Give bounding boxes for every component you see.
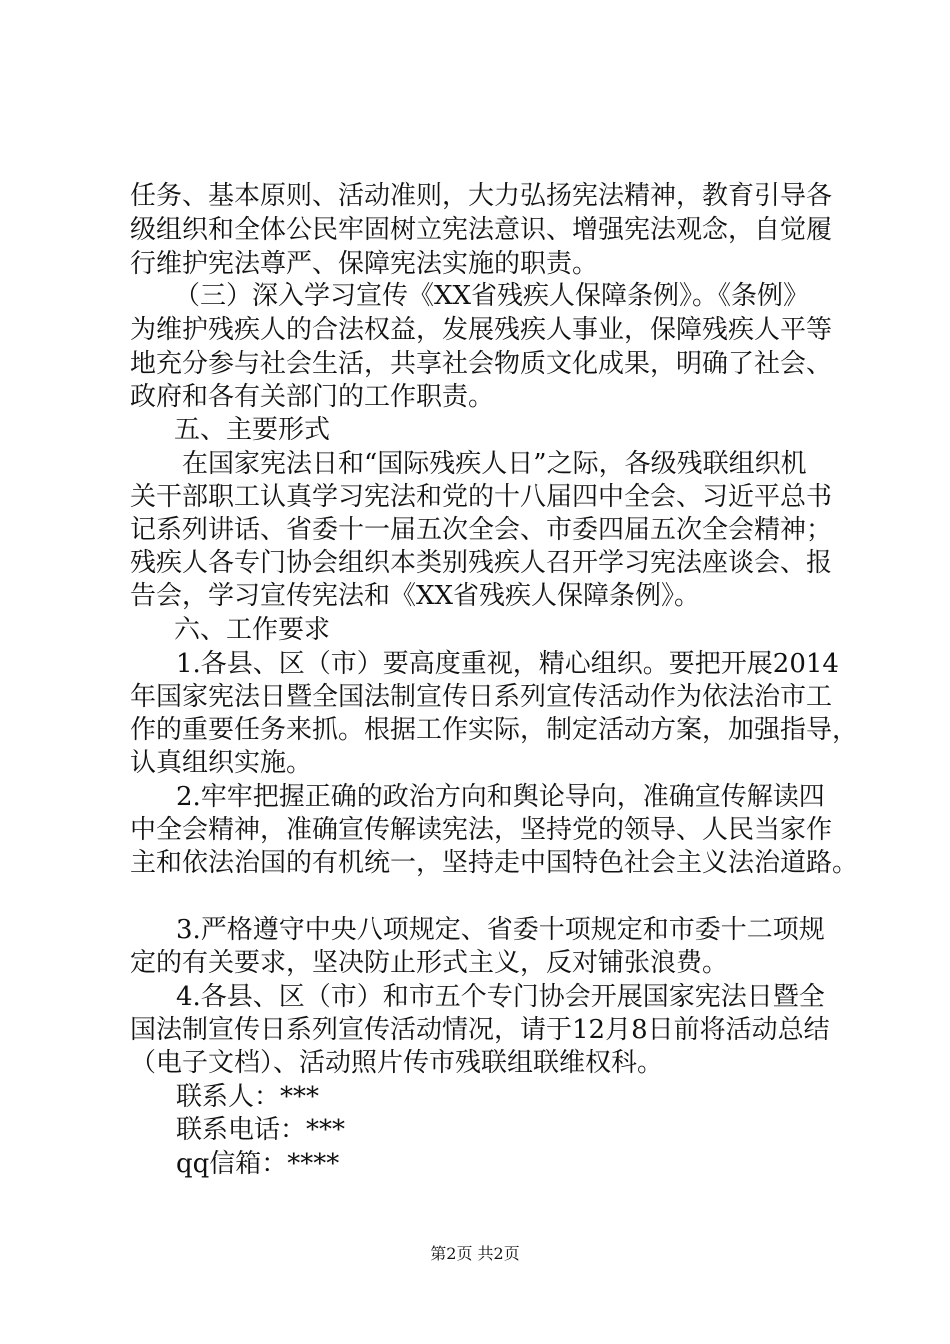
text-line: 中全会精神，准确宣传解读宪法，坚持党的领导、人民当家作 bbox=[130, 815, 833, 845]
text-line: 任务、基本原则、活动准则，大力弘扬宪法精神，教育引导各 bbox=[130, 181, 833, 211]
text-line: 关干部职工认真学习宪法和党的十八届四中全会、习近平总书 bbox=[130, 482, 833, 512]
text-line: 政府和各有关部门的工作职责。 bbox=[130, 382, 495, 412]
text-line: 国法制宣传日系列宣传活动情况，请于12月8日前将活动总结 bbox=[130, 1015, 830, 1045]
text-line: 主和依法治国的有机统一，坚持走中国特色社会主义法治道路。 bbox=[130, 848, 859, 878]
section-heading: 五、主要形式 bbox=[174, 415, 331, 445]
text-line: 告会，学习宣传宪法和《XX省残疾人保障条例》。 bbox=[130, 581, 701, 611]
text-line: 认真组织实施。 bbox=[130, 748, 313, 778]
text-line: 记系列讲话、省委十一届五次全会、市委四届五次全会精神； bbox=[130, 515, 833, 545]
text-line: （三）深入学习宣传《XX省残疾人保障条例》。《条例》 bbox=[174, 281, 810, 311]
text-line: （电子文档）、活动照片传市残联组联维权科。 bbox=[130, 1048, 664, 1078]
text-line: 定的有关要求，坚决防止形式主义，反对铺张浪费。 bbox=[130, 948, 729, 978]
text-line: 在国家宪法日和“国际残疾人日”之际，各级残联组织机 bbox=[182, 449, 807, 479]
text-line: 2.牢牢把握正确的政治方向和舆论导向，准确宣传解读四 bbox=[176, 782, 825, 812]
text-line: 行维护宪法尊严、保障宪法实施的职责。 bbox=[130, 249, 599, 279]
contact-phone: 联系电话：*** bbox=[176, 1115, 346, 1145]
text-line: 地充分参与社会生活，共享社会物质文化成果，明确了社会、 bbox=[130, 349, 833, 379]
section-heading: 六、工作要求 bbox=[174, 615, 331, 645]
text-line: 级组织和全体公民牢固树立宪法意识、增强宪法观念，自觉履 bbox=[130, 215, 833, 245]
text-line: 4.各县、区（市）和市五个专门协会开展国家宪法日暨全 bbox=[176, 982, 825, 1012]
text-line: 3.严格遵守中央八项规定、省委十项规定和市委十二项规 bbox=[176, 915, 825, 945]
text-line: 年国家宪法日暨全国法制宣传日系列宣传活动作为依法治市工 bbox=[130, 682, 833, 712]
text-line: 1.各县、区（市）要高度重视，精心组织。要把开展2014 bbox=[176, 649, 839, 679]
text-line: 作的重要任务来抓。根据工作实际，制定活动方案，加强指导， bbox=[130, 715, 859, 745]
contact-person: 联系人：*** bbox=[176, 1082, 320, 1112]
contact-email: qq信箱：**** bbox=[176, 1149, 340, 1179]
page-footer: 第2页 共2页 bbox=[430, 1244, 520, 1263]
text-line: 为维护残疾人的合法权益，发展残疾人事业，保障残疾人平等 bbox=[130, 315, 833, 345]
text-line: 残疾人各专门协会组织本类别残疾人召开学习宪法座谈会、报 bbox=[130, 548, 833, 578]
